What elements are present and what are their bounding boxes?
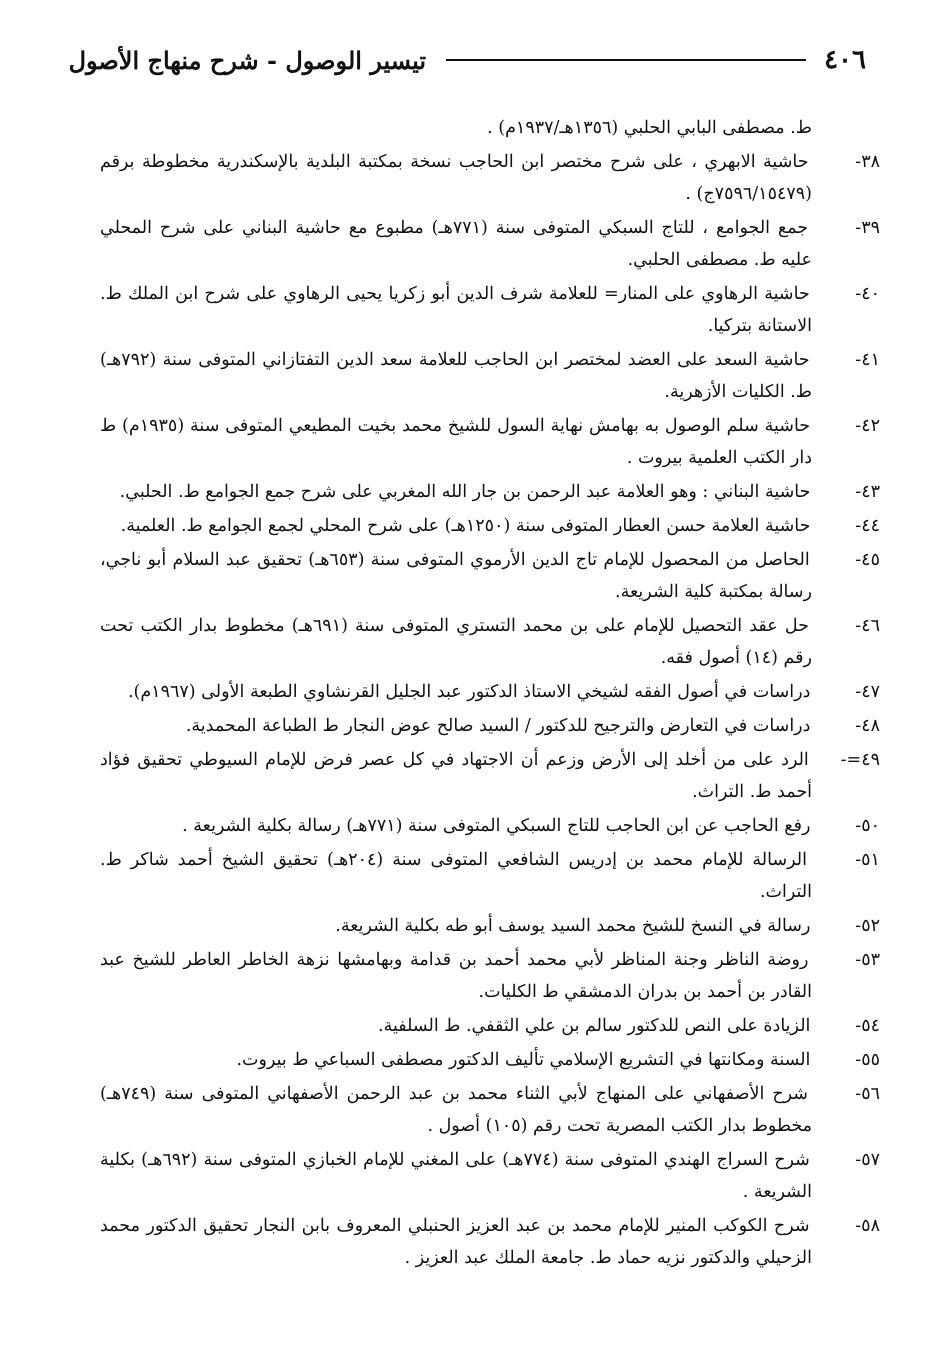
entry-text: حاشية العلامة حسن العطار المتوفى سنة (١٢٥٠هـ) على شرح المحلي لجمع الجوامع ط. العلمية.	[120, 516, 811, 536]
entry-text: دراسات في التعارض والترجيح للدكتور / السيد صالح عوض النجار ط الطباعة المحمدية.	[185, 716, 811, 736]
bibliography-entry	[100, 344, 880, 408]
bibliography-entry	[100, 476, 880, 508]
entry-text: حل عقد التحصيل للإمام على بن محمد التستري المتوفى سنة (٦٩١هـ) مخطوط بدار الكتب تحت رقم (١٤) أصول فقه.	[100, 616, 812, 668]
entry-number: ٤١-	[855, 350, 880, 370]
bibliography-entry	[100, 744, 880, 808]
entry-number: ٤٦-	[855, 616, 880, 636]
entry-number: ٤٧-	[855, 682, 880, 702]
bibliography-entry	[100, 1078, 880, 1142]
entry-text: حاشية السعد على العضد لمختصر ابن الحاجب للعلامة سعد الدين التفتازاني المتوفى سنة (٧٩٢هـ) ط. الكليات الأزهرية.	[100, 350, 812, 402]
entry-text: حاشية الرهاوي على المنار= للعلامة شرف الدين أبو زكريا يحيى الرهاوي على شرح ابن الملك ط. الاستانة بتركيا.	[100, 284, 812, 336]
entry-number: ٤٥-	[855, 550, 880, 570]
entry-number: ٥٣-	[855, 950, 880, 970]
entry-number: ٤٩=-	[840, 750, 880, 770]
entry-text: رفع الحاجب عن ابن الحاجب للتاج السبكي المتوفى سنة (٧٧١هـ) رسالة بكلية الشريعة .	[182, 816, 811, 836]
bibliography-entry	[100, 910, 880, 942]
bibliography-entry	[100, 1210, 880, 1274]
entry-text: الرد على من أخلد إلى الأرض وزعم أن الاجتهاد في كل عصر فرض للإمام السيوطي تحقيق فؤاد أحمد ط. التراث.	[100, 750, 812, 802]
entry-number: ٥٤-	[855, 1016, 880, 1036]
entry-text: شرح السراج الهندي المتوفى سنة (٧٧٤هـ) على المغني للإمام الخبازي المتوفى سنة (٦٩٢هـ) بكلية الشريعة .	[100, 1150, 812, 1202]
entry-text: حاشية البناني : وهو العلامة عبد الرحمن بن جار الله المغربي على شرح جمع الجوامع ط. الحلبي.	[119, 482, 811, 502]
bibliography-entry	[100, 278, 880, 342]
header-rule	[446, 59, 806, 61]
bibliography-entry	[100, 410, 880, 474]
bibliography-entry	[100, 610, 880, 674]
entry-text: شرح الأصفهاني على المنهاج لأبي الثناء محمد بن عبد الرحمن الأصفهاني المتوفى سنة (٧٤٩هـ) مخطوط بدار الكتب المصرية تحت رقم (١٠٥) أصول .	[100, 1084, 812, 1136]
entry-text: شرح الكوكب المنير للإمام محمد بن عبد العزيز الحنبلي المعروف بابن النجار تحقيق الدكتور محمد الزحيلي والدكتور نزيه حماد ط. جامعة الملك عبد العزيز .	[100, 1216, 812, 1268]
entry-text: روضة الناظر وجنة المناظر لأبي محمد أحمد بن قدامة وبهامشها نزهة الخاطر العاطر للشيخ عبد القادر بن أحمد بن بدران الدمشقي ط الكليات.	[100, 950, 812, 1002]
entry-number: ٥٢-	[855, 916, 880, 936]
bibliography-entry	[100, 510, 880, 542]
entry-text: حاشية سلم الوصول به بهامش نهاية السول للشيخ محمد بخيت المطيعي المتوفى سنة (١٩٣٥م) ط دار الكتب العلمية بيروت .	[100, 416, 812, 468]
entry-number: ٥٠-	[855, 816, 880, 836]
bibliography-entry	[100, 1144, 880, 1208]
entry-number: ٤٨-	[855, 716, 880, 736]
entry-text: الحاصل من المحصول للإمام تاج الدين الأرموي المتوفى سنة (٦٥٣هـ) تحقيق عبد السلام أبو ناجي، رسالة بمكتبة كلية الشريعة.	[100, 550, 812, 602]
entry-text: الزيادة على النص للدكتور سالم بن علي الثقفي. ط السلفية.	[378, 1016, 811, 1036]
bibliography-entry	[100, 146, 880, 210]
entry-number: ٣٨-	[855, 152, 880, 172]
page-header	[60, 40, 866, 80]
entry-text: حاشية الابهري ، على شرح مختصر ابن الحاجب نسخة بمكتبة البلدية بالإسكندرية مخطوطة برقم (٧٥٩٦/١٥٤٧٩ج) .	[100, 152, 812, 204]
entry-text: السنة ومكانتها في التشريع الإسلامي تأليف الدكتور مصطفى السباعي ط بيروت.	[236, 1050, 811, 1070]
entry-number: ٤٣-	[855, 482, 880, 502]
entry-text: رسالة في النسخ للشيخ محمد السيد يوسف أبو طه بكلية الشريعة.	[335, 916, 811, 936]
running-title: تيسير الوصول - شرح منهاج الأصول	[68, 45, 427, 75]
entry-number: ٣٩-	[855, 218, 880, 238]
entry-number: ٥٦-	[855, 1084, 880, 1104]
entry-number: ٥٥-	[855, 1050, 880, 1070]
bibliography-entry	[100, 844, 880, 908]
entry-text: ط. مصطفى البابي الحلبي (١٣٥٦هـ/١٩٣٧م) .	[487, 118, 812, 138]
bibliography-entry	[100, 1044, 880, 1076]
entry-number: ٤٠-	[855, 284, 880, 304]
bibliography-entry	[100, 810, 880, 842]
bibliography-entry	[100, 710, 880, 742]
bibliography-list	[100, 112, 880, 1276]
entry-number: ٥٧-	[855, 1150, 880, 1170]
entry-number: ٤٢-	[855, 416, 880, 436]
entry-text: الرسالة للإمام محمد بن إدريس الشافعي المتوفى سنة (٢٠٤هـ) تحقيق الشيخ أحمد شاكر ط. التراث.	[100, 850, 812, 902]
bibliography-entry	[100, 212, 880, 276]
bibliography-entry	[100, 676, 880, 708]
entry-number: ٥٨-	[855, 1216, 880, 1236]
bibliography-entry	[100, 544, 880, 608]
bibliography-entry	[100, 112, 846, 144]
entry-number: ٥١-	[855, 850, 880, 870]
bibliography-entry	[100, 1010, 880, 1042]
entry-text: جمع الجوامع ، للتاج السبكي المتوفى سنة (٧٧١هـ) مطبوع مع حاشية البناني على شرح المحلي عليه ط. مصطفى الحلبي.	[100, 218, 812, 270]
entry-number: ٤٤-	[855, 516, 880, 536]
bibliography-entry	[100, 944, 880, 1008]
entry-text: دراسات في أصول الفقه لشيخي الاستاذ الدكتور عبد الجليل القرنشاوي الطبعة الأولى (١٩٦٧م).	[127, 682, 811, 702]
page-number: ٤٠٦	[824, 45, 866, 75]
